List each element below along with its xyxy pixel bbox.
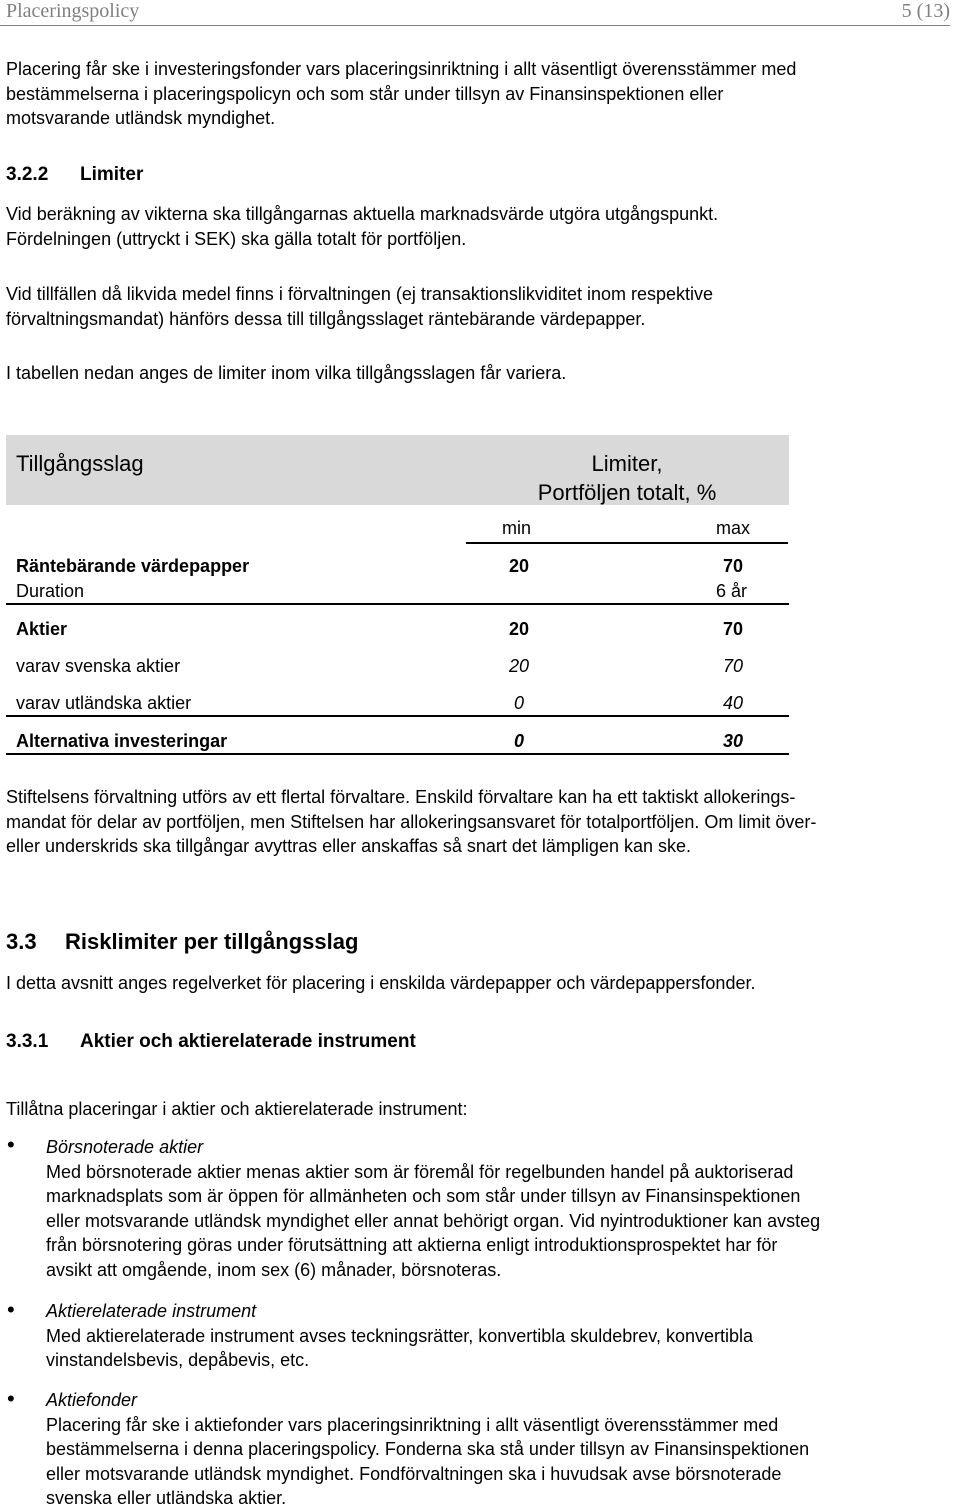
table-cell-max: 70 bbox=[723, 556, 744, 576]
table-cell-min: 20 bbox=[509, 656, 530, 676]
section-331-intro: Tillåtna placeringar i aktier och aktierelaterade instrument: bbox=[6, 1099, 468, 1119]
text-line: bestämmelserna i denna placeringspolicy. Fonderna ska stå under tillsyn av Finansinspektionen bbox=[46, 1439, 810, 1459]
table-subheader-min: min bbox=[502, 518, 532, 538]
text-line: marknadsplats som är öppen för allmänheten och som står under tillsyn av Finansinspektionen bbox=[46, 1186, 801, 1206]
table-subheader-rule bbox=[466, 542, 788, 544]
bullet-item bbox=[46, 1299, 956, 1373]
table-cell-max: 30 bbox=[723, 731, 744, 751]
intro-paragraph bbox=[6, 57, 946, 131]
text-line: Vid tillfällen då likvida medel finns i förvaltningen (ej transaktionslikviditet inom respektive bbox=[6, 284, 714, 304]
bullet-title: Aktiefonder bbox=[46, 1390, 138, 1410]
section-number: 3.3.1 bbox=[6, 1031, 49, 1052]
table-row-label: Duration bbox=[16, 581, 85, 601]
limits-paragraph-2 bbox=[6, 282, 946, 331]
table-cell-max: 70 bbox=[723, 656, 744, 676]
bullet-icon: • bbox=[7, 1386, 15, 1411]
table-header-limits bbox=[466, 449, 788, 507]
table-row-rule bbox=[6, 603, 789, 605]
text-line: eller motsvarande utländsk myndighet. Fondförvaltningen ska i huvudsak avse börsnoterade bbox=[46, 1463, 782, 1484]
section-heading: Aktier och aktierelaterade instrument bbox=[80, 1031, 416, 1052]
bullet-title: Börsnoterade aktier bbox=[46, 1137, 204, 1157]
text-line: från börsnotering göras under förutsättning att aktierna enligt introduktionsprospektet har för bbox=[46, 1235, 778, 1255]
table-header-limits-line2: Portföljen totalt, % bbox=[537, 480, 717, 505]
table-cell-min: 0 bbox=[514, 693, 525, 713]
bullet-icon: • bbox=[7, 1132, 15, 1157]
table-cell-min: 20 bbox=[509, 556, 530, 576]
text-line: Vid beräkning av vikterna ska tillgångarnas aktuella marknadsvärde utgöra utgångspunkt. bbox=[6, 204, 719, 224]
text-line: bestämmelserna i placeringspolicyn och som står under tillsyn av Finansinspektionen eller bbox=[6, 83, 724, 104]
text-line: förvaltningsmandat) hänförs dessa till tillgångsslaget räntebärande värdepapper. bbox=[6, 308, 646, 329]
table-row-label: Aktier bbox=[16, 619, 68, 639]
table-header-limits-line1: Limiter, bbox=[591, 451, 663, 476]
section-number: 3.2.2 bbox=[6, 164, 49, 185]
section-heading: Risklimiter per tillgångsslag bbox=[65, 929, 359, 954]
bullet-item bbox=[46, 1388, 956, 1511]
bullet-icon: • bbox=[7, 1297, 15, 1322]
text-line: motsvarande utländsk myndighet. bbox=[6, 108, 276, 128]
text-line: Med börsnoterade aktier menas aktier som är föremål för regelbunden handel på auktoriserad bbox=[46, 1161, 794, 1182]
bullet-title: Aktierelaterade instrument bbox=[46, 1301, 257, 1321]
page-header-title: Placeringspolicy bbox=[6, 0, 140, 22]
table-row-rule bbox=[6, 715, 789, 717]
table-cell-max: 6 år bbox=[716, 581, 748, 601]
section-heading: Limiter bbox=[80, 164, 144, 185]
text-line: vinstandelsbevis, depåbevis, etc. bbox=[46, 1350, 310, 1370]
bullet-item bbox=[46, 1135, 956, 1282]
text-line: avsikt att omgående, inom sex (6) månader, börsnoteras. bbox=[46, 1259, 502, 1280]
header-divider bbox=[0, 25, 950, 26]
text-line: Placering får ske i investeringsfonder vars placeringsinriktning i allt väsentligt överensstämmer med bbox=[6, 59, 797, 79]
limits-paragraph-1 bbox=[6, 202, 946, 251]
table-cell-min: 0 bbox=[514, 731, 525, 751]
table-header-asset: Tillgångsslag bbox=[16, 451, 144, 476]
table-subheader-max: max bbox=[716, 518, 751, 538]
table-row-label: Räntebärande värdepapper bbox=[16, 556, 250, 576]
management-paragraph bbox=[6, 785, 946, 859]
limits-paragraph-3: I tabellen nedan anges de limiter inom vilka tillgångsslagen får variera. bbox=[6, 363, 567, 383]
page-number: 5 (13) bbox=[901, 0, 950, 22]
table-cell-max: 40 bbox=[723, 693, 744, 713]
table-cell-max: 70 bbox=[723, 619, 744, 639]
table-bottom-rule bbox=[6, 753, 789, 755]
table-cell-min: 20 bbox=[509, 619, 530, 639]
text-line: mandat för delar av portföljen, men Stiftelsen har allokeringsansvaret för totalportföljen. Om limit över- bbox=[6, 811, 817, 832]
text-line: eller underskrids ska tillgångar avyttras eller anskaffas så snart det lämpligen kan ske. bbox=[6, 836, 692, 856]
text-line: Med aktierelaterade instrument avses teckningsrätter, konvertibla skuldebrev, konvertibla bbox=[46, 1325, 754, 1346]
table-row-label: varav utländska aktier bbox=[16, 693, 192, 713]
text-line: Fördelningen (uttryckt i SEK) ska gälla totalt för portföljen. bbox=[6, 228, 467, 249]
text-line: eller motsvarande utländsk myndighet eller annat behörigt organ. Vid nyintroduktioner kan avsteg bbox=[46, 1210, 821, 1231]
table-row-label: varav svenska aktier bbox=[16, 656, 181, 676]
text-line: svenska eller utländska aktier. bbox=[46, 1488, 287, 1508]
text-line: Placering får ske i aktiefonder vars placeringsinriktning i allt väsentligt överensstämmer med bbox=[46, 1414, 779, 1435]
table-row-label: Alternativa investeringar bbox=[16, 731, 228, 751]
text-line: Stiftelsens förvaltning utförs av ett flertal förvaltare. Enskild förvaltare kan ha ett taktiskt allokerings- bbox=[6, 787, 796, 807]
section-number: 3.3 bbox=[6, 929, 37, 954]
section-33-text: I detta avsnitt anges regelverket för placering i enskilda värdepapper och värdepappersfonder. bbox=[6, 973, 756, 993]
